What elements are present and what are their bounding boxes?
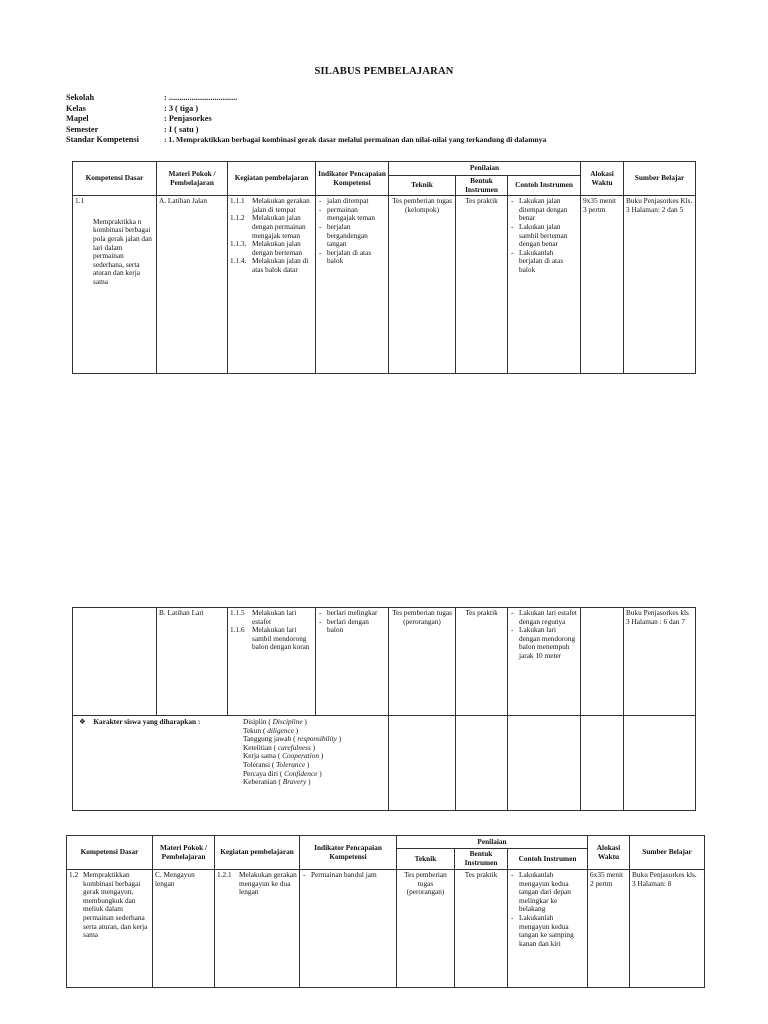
- header-contoh: Contoh Instrumen: [508, 176, 581, 196]
- alokasi-cell: 9x35 menit 3 pertm: [581, 196, 624, 374]
- contoh-cell: [508, 608, 581, 716]
- list-item: 1.1.4. Melakukan jalan di atas balok datar: [230, 256, 309, 274]
- header-penilaian: Penilaian: [397, 836, 588, 849]
- header-kompetensi-dasar: Kompetensi Dasar: [67, 836, 153, 870]
- list-item: 1.1.6 Melakukan lari sambil mendorong balon dengan koran: [230, 625, 310, 652]
- list-item: - Lakukanlah mengayun kedua tangan dari depan melingkar ke belakang: [510, 871, 585, 914]
- header-indikator: Indikator Pencapaian Kompetensi: [316, 162, 389, 196]
- sumber-cell: Buku Penjasorkes kls 3 Halaman : 6 dan 7: [624, 608, 696, 716]
- list-item: - Permainan bandul jam: [302, 871, 394, 880]
- list-item: Keberanian ( Bravery ): [243, 777, 311, 787]
- info-block: [66, 93, 546, 146]
- materi-cell: A. Latihan Jalan: [157, 196, 228, 374]
- list-item: - berjalan di atas balok: [318, 249, 386, 266]
- header-materi-pokok: Materi Pokok / Pembelajaran: [153, 836, 215, 870]
- list-item: 1.1.5 Melakukan lari estafet: [230, 608, 297, 626]
- kd-cell: [67, 870, 153, 988]
- header-kegiatan: Kegiatan pembelajaran: [215, 836, 300, 870]
- list-item: Kerja sama ( Cooperation ): [243, 751, 324, 761]
- kegiatan-cell: [215, 870, 300, 988]
- list-item: - Lakukan lari dengan mendorong balon menempuh jarak 10 meter: [510, 626, 578, 660]
- karakter-cell: [73, 716, 389, 811]
- header-alokasi: Alokasi Waktu: [588, 836, 630, 870]
- materi-cell: B. Latihan Lari: [157, 608, 228, 716]
- contoh-cell: [508, 196, 581, 374]
- materi-cell: C. Mengayun lengan: [153, 870, 215, 988]
- header-sumber: Sumber Belajar: [624, 162, 696, 196]
- list-item: 1.1.2 Melakukan jalan dengan permainan mengajak teman: [230, 213, 306, 240]
- list-item: Percaya diri ( Confidence ): [243, 768, 322, 778]
- indikator-cell: [316, 196, 389, 374]
- page-title: SILABUS PEMBELAJARAN: [314, 66, 454, 77]
- info-mapel: Mapel : Penjasorkes: [66, 114, 212, 124]
- list-item: - Lakukan jalan ditempat dengan benar: [510, 197, 578, 223]
- karakter-label: Karakter siswa yang diharapkan :: [93, 717, 201, 726]
- list-item: - Lakukanlah berjalan di atas balok: [510, 249, 578, 275]
- syllabus-table-1: [72, 161, 696, 374]
- bentuk-cell: Tes praktik: [456, 608, 508, 716]
- list-item: Tanggung jawab ( responsibility ): [243, 734, 342, 744]
- info-standar-kompetensi: Standar Kompetensi : 1. Mempraktikkan berbagai kombinasi gerak dasar melalui permainan dan nilai-nilai yang terkandung di dalamnya: [66, 135, 547, 145]
- kd-cell: 1.1 Mempraktikka n kombinasi berbagai pola gerak jalan dan lari dalam permainan sederhana, serta aturan dan kerja sama: [73, 196, 157, 374]
- header-kompetensi-dasar: Kompetensi Dasar: [73, 162, 157, 196]
- bentuk-cell: Tes praktik: [456, 196, 508, 374]
- list-item: Toleransi ( Tolerance ): [243, 759, 310, 769]
- list-item: Ketelitian ( carefulness ): [243, 742, 316, 752]
- list-item: - Lakukanlah mengayun kedua tangan ke samping kanan dan kiri: [510, 914, 585, 948]
- teknik-cell: Tes pemberian tugas (kelompok): [389, 196, 456, 374]
- kegiatan-cell: [228, 196, 316, 374]
- kd-cell: [73, 608, 157, 716]
- header-bentuk: Bentuk Instrumen: [456, 176, 508, 196]
- header-materi-pokok: Materi Pokok / Pembelajaran: [157, 162, 228, 196]
- sumber-cell: Buku Penjasorkes Kls. 3 Halaman: 2 dan 5: [624, 196, 696, 374]
- header-bentuk: Bentuk Instrumen: [455, 849, 508, 870]
- table-row: [73, 608, 696, 716]
- header-teknik: Teknik: [397, 849, 455, 870]
- teknik-cell: Tes pemberian tugas (perorangan): [397, 870, 455, 988]
- list-item: Disiplin ( Discipline ): [243, 717, 307, 726]
- indikator-cell: [300, 870, 397, 988]
- sumber-cell: Buku Penjasorkes kls. 3 Halaman: 8: [630, 870, 705, 988]
- header-indikator: Indikator Pencapaian Kompetensi: [300, 836, 397, 870]
- header-contoh: Contoh Instrumen: [508, 849, 588, 870]
- bentuk-cell: Tes praktik: [455, 870, 508, 988]
- list-item: 1.2.1 Melakukan gerakan mengayun ke dua lengan: [217, 870, 297, 897]
- header-sumber: Sumber Belajar: [630, 836, 705, 870]
- table-row: [73, 716, 696, 811]
- header-kegiatan: Kegiatan pembelajaran: [228, 162, 316, 196]
- alokasi-cell: 6x35 menit 2 pertm: [588, 870, 630, 988]
- diamond-bullet-icon: ❖: [79, 717, 86, 726]
- list-item: - jalan ditempat: [318, 197, 386, 206]
- list-item: 1.1.3. Melakukan jalan dengan berteman: [230, 239, 303, 257]
- list-item: - berlari melingkar: [318, 609, 386, 618]
- header-teknik: Teknik: [389, 176, 456, 196]
- table-row: [73, 196, 696, 374]
- list-item: - berjalan bergandengan tangan: [318, 223, 386, 249]
- list-item: - permainan mengajak teman: [318, 206, 386, 223]
- teknik-cell: Tes pemberian tugas (perorangan): [389, 608, 456, 716]
- list-item: 1.1.1 Melakukan gerakan jalan di tempat: [230, 196, 310, 214]
- table-row: [67, 870, 705, 988]
- list-item: Tekun ( diligence ): [243, 725, 299, 735]
- info-kelas: Kelas : 3 ( tiga ): [66, 103, 199, 113]
- list-item: - Lakukan lari estafet dengan regunya: [510, 609, 578, 626]
- contoh-cell: [508, 870, 588, 988]
- karakter-list: [243, 718, 341, 787]
- list-item: - Lakukan jalan sambil berteman dengan benar: [510, 223, 578, 249]
- syllabus-table-3: [66, 835, 705, 988]
- info-sekolah: Sekolah : .................................: [66, 93, 238, 102]
- syllabus-table-2: [72, 607, 696, 811]
- indikator-cell: [316, 608, 389, 716]
- header-penilaian: Penilaian: [389, 162, 581, 176]
- list-item: 1.2 Mempraktikkan kombinasi berbagai gerak mengayun, membungkuk dan meliuk dalam permainan sederhana serta aturan, dan kerja sama: [69, 870, 148, 940]
- info-semester: Semester : I ( satu ): [66, 124, 199, 134]
- alokasi-cell: [581, 608, 624, 716]
- header-alokasi: Alokasi Waktu: [581, 162, 624, 196]
- list-item: - berlari dengan balon: [318, 618, 386, 635]
- kegiatan-cell: [228, 608, 316, 716]
